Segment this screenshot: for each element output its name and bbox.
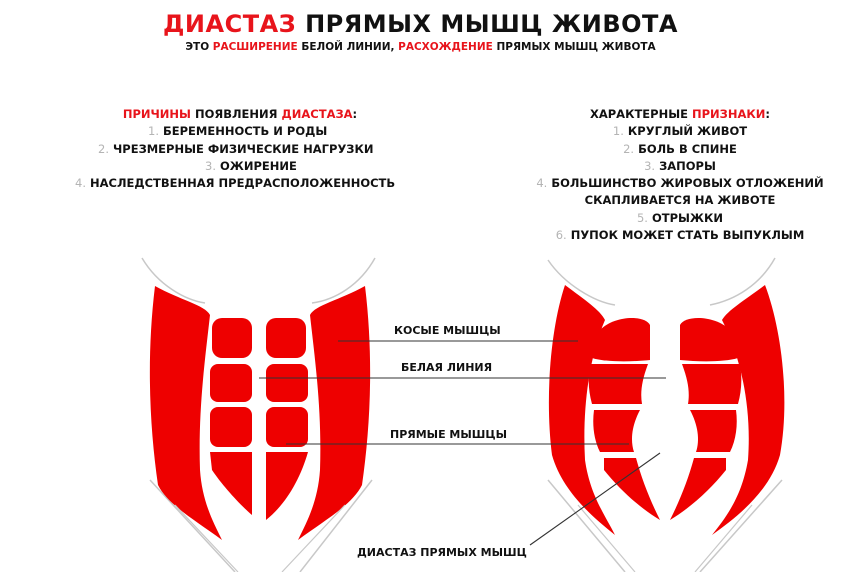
item-text: ЧРЕЗМЕРНЫЕ ФИЗИЧЕСКИЕ НАГРУЗКИ: [108, 141, 374, 156]
rectus-segment: [266, 407, 308, 447]
rectus-segment: [670, 458, 726, 520]
subtitle-accent: РАСШИРЕНИЕ: [212, 41, 298, 53]
subtitle-part: ПРЯМЫХ МЫШЦ ЖИВОТА: [492, 41, 656, 53]
item-text: БЕРЕМЕННОСТЬ И РОДЫ: [158, 124, 328, 139]
item-text: БОЛЬШИНСТВО ЖИРОВЫХ ОТЛОЖЕНИЙ: [547, 176, 824, 191]
item-text: ОЖИРЕНИЕ: [215, 158, 297, 173]
subtitle-part: БЕЛОЙ ЛИНИИ,: [297, 41, 399, 53]
rectus-segment: [593, 410, 640, 452]
causes-header-text: ПОЯВЛЕНИЯ: [190, 107, 282, 121]
rectus-segment: [690, 410, 737, 452]
item-text: КРУГЛЫЙ ЖИВОТ: [623, 124, 748, 139]
item-number: 6.: [555, 228, 567, 243]
item-text: ЗАПОРЫ: [655, 158, 716, 173]
rectus-segment: [210, 407, 252, 447]
item-number: 3.: [205, 158, 216, 173]
rectus-segment: [266, 318, 306, 358]
item-number: 4.: [75, 176, 86, 191]
diastasis-abdomen: [548, 258, 784, 572]
subtitle-accent: РАСХОЖДЕНИЕ: [398, 41, 493, 53]
rectus-segment: [266, 364, 308, 402]
label-rectus-muscles: ПРЯМЫЕ МЫШЦЫ: [390, 428, 507, 441]
label-diastasis: ДИАСТАЗ ПРЯМЫХ МЫШЦ: [357, 546, 527, 559]
label-white-line: БЕЛАЯ ЛИНИЯ: [401, 361, 493, 374]
subtitle-part: ЭТО: [185, 41, 213, 53]
item-number: 5.: [636, 210, 648, 225]
item-text: СКАПЛИВАЕТСЯ НА ЖИВОТЕ: [584, 193, 776, 208]
signs-header-text: :: [765, 107, 771, 121]
item-text: ПУПОК МОЖЕТ СТАТЬ ВЫПУКЛЫМ: [566, 228, 805, 243]
normal-abdomen: [142, 258, 375, 572]
item-text: ОТРЫЖКИ: [647, 210, 724, 225]
rectus-segment: [604, 458, 660, 520]
rectus-segment: [212, 318, 252, 358]
item-number: 3.: [644, 158, 656, 173]
signs-header-accent: ПРИЗНАКИ: [692, 107, 766, 121]
item-number: 4.: [536, 176, 548, 191]
rectus-segment: [210, 364, 252, 402]
rectus-segment: [210, 452, 252, 515]
item-text: НАСЛЕДСТВЕННАЯ ПРЕДРАСПОЛОЖЕННОСТЬ: [85, 176, 396, 191]
item-number: 1.: [148, 124, 159, 139]
item-number: 2.: [98, 141, 109, 156]
causes-header-accent: ДИАСТАЗА: [281, 107, 353, 121]
title-accent: ДИАСТАЗ: [163, 10, 297, 38]
rectus-segment: [266, 452, 308, 520]
signs-header-text: ХАРАКТЕРНЫЕ: [589, 107, 692, 121]
causes-header-accent: ПРИЧИНЫ: [122, 107, 191, 121]
label-oblique-muscles: КОСЫЕ МЫШЦЫ: [394, 324, 501, 337]
title-rest: ПРЯМЫХ МЫШЦ ЖИВОТА: [305, 10, 678, 38]
item-number: 1.: [612, 124, 624, 139]
item-number: 2.: [623, 141, 635, 156]
item-text: БОЛЬ В СПИНЕ: [634, 141, 737, 156]
rectus-segment: [682, 364, 741, 404]
causes-header-text: :: [352, 107, 358, 121]
oblique-muscle-right: [298, 286, 370, 540]
rectus-segment: [589, 364, 648, 404]
